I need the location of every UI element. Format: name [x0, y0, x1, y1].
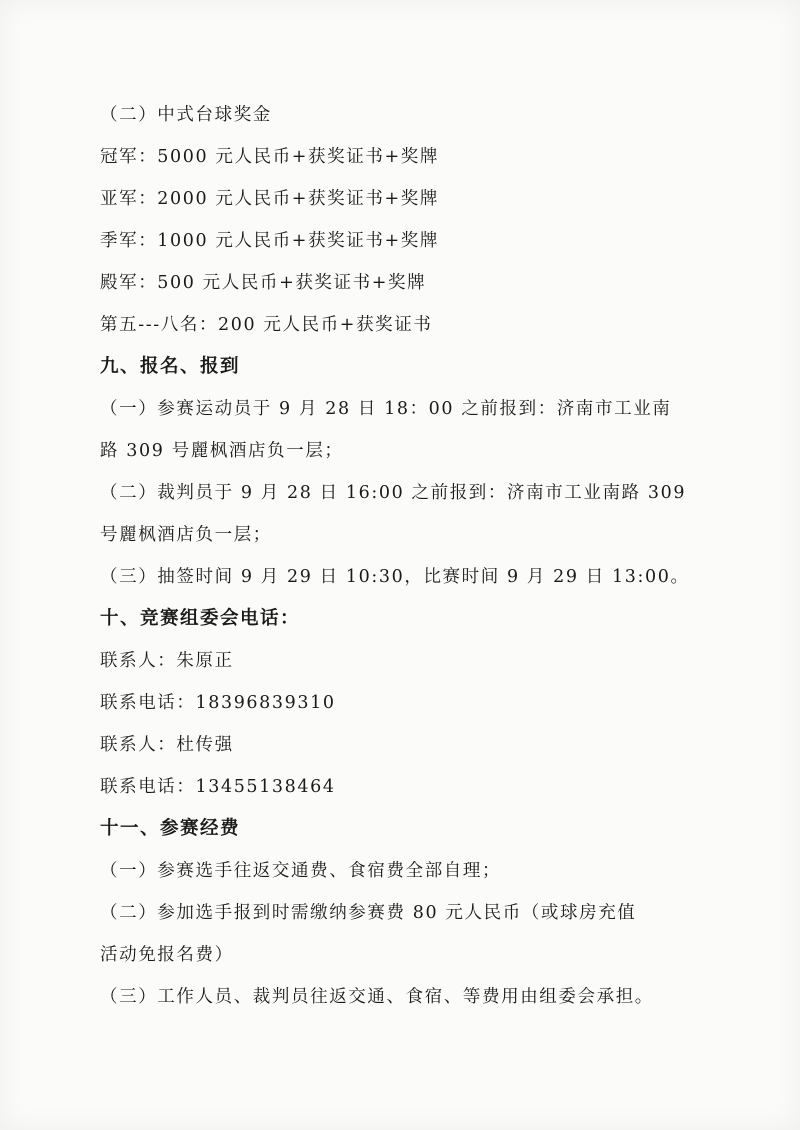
contact-person-2: 联系人：杜传强 — [100, 735, 234, 755]
fees-entry-line1: （二）参加选手报到时需缴纳参赛费 80 元人民币（或球房充值 — [100, 903, 637, 923]
registration-athletes-line2: 路 309 号麗枫酒店负一层； — [100, 441, 344, 461]
fees-heading: 十一、参赛经费 — [100, 818, 241, 839]
registration-referees-line2: 号麗枫酒店负一层； — [100, 525, 272, 545]
contact-phone-1: 联系电话：18396839310 — [100, 693, 336, 713]
contact-phone-2: 联系电话：13455138464 — [100, 777, 336, 797]
prize-fourth: 殿军：500 元人民币+获奖证书+奖牌 — [100, 273, 427, 293]
prize-champion: 冠军：5000 元人民币+获奖证书+奖牌 — [100, 147, 439, 167]
prize-runner-up: 亚军：2000 元人民币+获奖证书+奖牌 — [100, 189, 439, 209]
registration-schedule: （三）抽签时间 9 月 29 日 10:30，比赛时间 9 月 29 日 13:00。 — [100, 567, 690, 587]
document-body — [100, 94, 720, 1018]
fees-travel: （一）参赛选手往返交通费、食宿费全部自理； — [100, 861, 502, 881]
fees-entry-line2: 活动免报名费） — [100, 945, 234, 965]
registration-athletes-line1: （一）参赛运动员于 9 月 28 日 18：00 之前报到：济南市工业南 — [100, 399, 672, 419]
registration-referees-line1: （二）裁判员于 9 月 28 日 16:00 之前报到：济南市工业南路 309 — [100, 483, 687, 503]
fees-staff: （三）工作人员、裁判员往返交通、食宿、等费用由组委会承担。 — [100, 987, 654, 1007]
prize-third: 季军：1000 元人民币+获奖证书+奖牌 — [100, 231, 439, 251]
prize-subheading: （二）中式台球奖金 — [100, 105, 272, 125]
contact-person-1: 联系人：朱原正 — [100, 651, 234, 671]
prize-fifth-to-eighth: 第五---八名：200 元人民币+获奖证书 — [100, 315, 433, 335]
contacts-heading: 十、竞赛组委会电话： — [100, 608, 301, 629]
registration-heading: 九、报名、报到 — [100, 356, 241, 377]
